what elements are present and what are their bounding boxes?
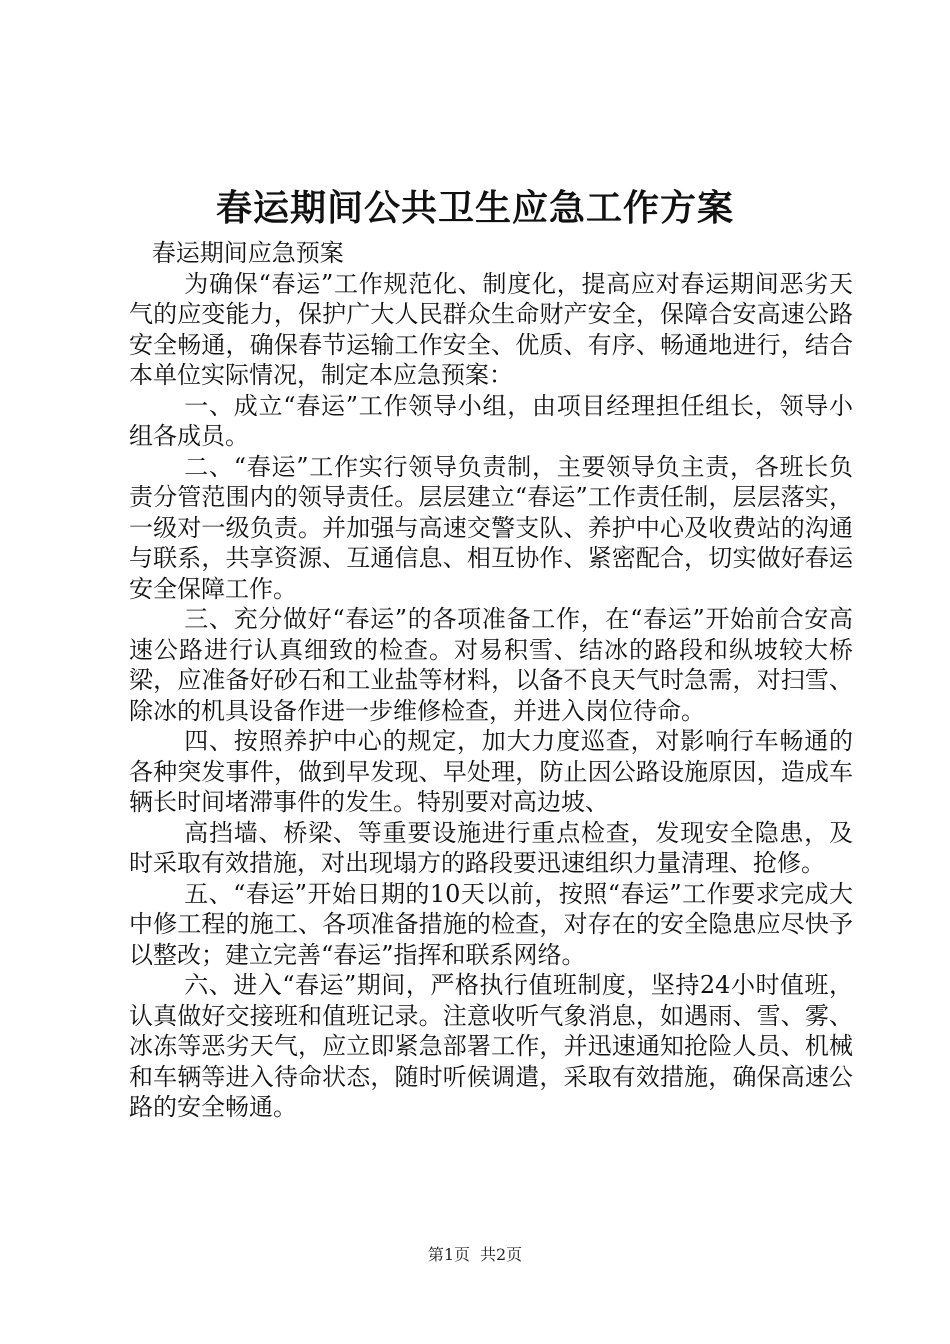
paragraph-section-6: 六、进入“春运”期间，严格执行值班制度，坚持24小时值班，认真做好交接班和值班记录。注意收听气象消息，如遇雨、雪、雾、冰冻等恶劣天气，应立即紧急部署工作，并迅速通知抢险人员、机械和车辆等进入待命状态，随时听候调遣，采取有效措施，确保高速公路的安全畅通。 (129, 971, 853, 1121)
paragraph-section-4: 四、按照养护中心的规定，加大力度巡查，对影响行车畅通的各种突发事件，做到早发现、早处理，防止因公路设施原因，造成车辆长时间堵滞事件的发生。特别要对高边坡、 (129, 727, 853, 816)
paragraph-section-2: 二、“春运”工作实行领导负责制，主要领导负主责，各班长负责分管范围内的领导责任。层层建立“春运”工作责任制，层层落实，一级对一级负责。并加强与高速交警支队、养护中心及收费站的沟通与联系，共享资源、互通信息、相互协作、紧密配合，切实做好春运安全保障工作。 (129, 452, 853, 603)
paragraph-section-5: 五、“春运”开始日期的10天以前，按照“春运”工作要求完成大中修工程的施工、各项准备措施的检查，对存在的安全隐患应尽快予以整改；建立完善“春运”指挥和联系网络。 (129, 879, 853, 969)
page-footer (0, 1245, 950, 1265)
paragraph-section-3: 三、充分做好“春运”的各项准备工作，在“春运”开始前合安高速公路进行认真细致的检查。对易积雪、结冰的路段和纵坡较大桥梁，应准备好砂石和工业盐等材料，以备不良天气时急需，对扫雪、除冰的机具设备作进一步维修检查，并进入岗位待命。 (129, 605, 853, 725)
paragraph-section-1: 一、成立“春运”工作领导小组，由项目经理担任组长，领导小组各成员。 (129, 391, 853, 450)
page-total: 共2页 (480, 1245, 523, 1264)
paragraph-section-4-continued: 高挡墙、桥梁、等重要设施进行重点检查，发现安全隐患，及时采取有效措施，对出现塌方的路段要迅速组织力量清理、抢修。 (129, 818, 853, 877)
document-title: 春运期间公共卫生应急工作方案 (215, 187, 734, 229)
page-number: 第1页 (427, 1245, 470, 1264)
paragraph-intro: 为确保“春运”工作规范化、制度化，提高应对春运期间恶劣天气的应变能力，保护广大人民群众生命财产安全，保障合安高速公路安全畅通，确保春节运输工作安全、优质、有序、畅通地进行，结合本单位实际情况，制定本应急预案： (129, 269, 853, 389)
document-subtitle: 春运期间应急预案 (151, 239, 344, 267)
document-body (129, 238, 853, 1123)
